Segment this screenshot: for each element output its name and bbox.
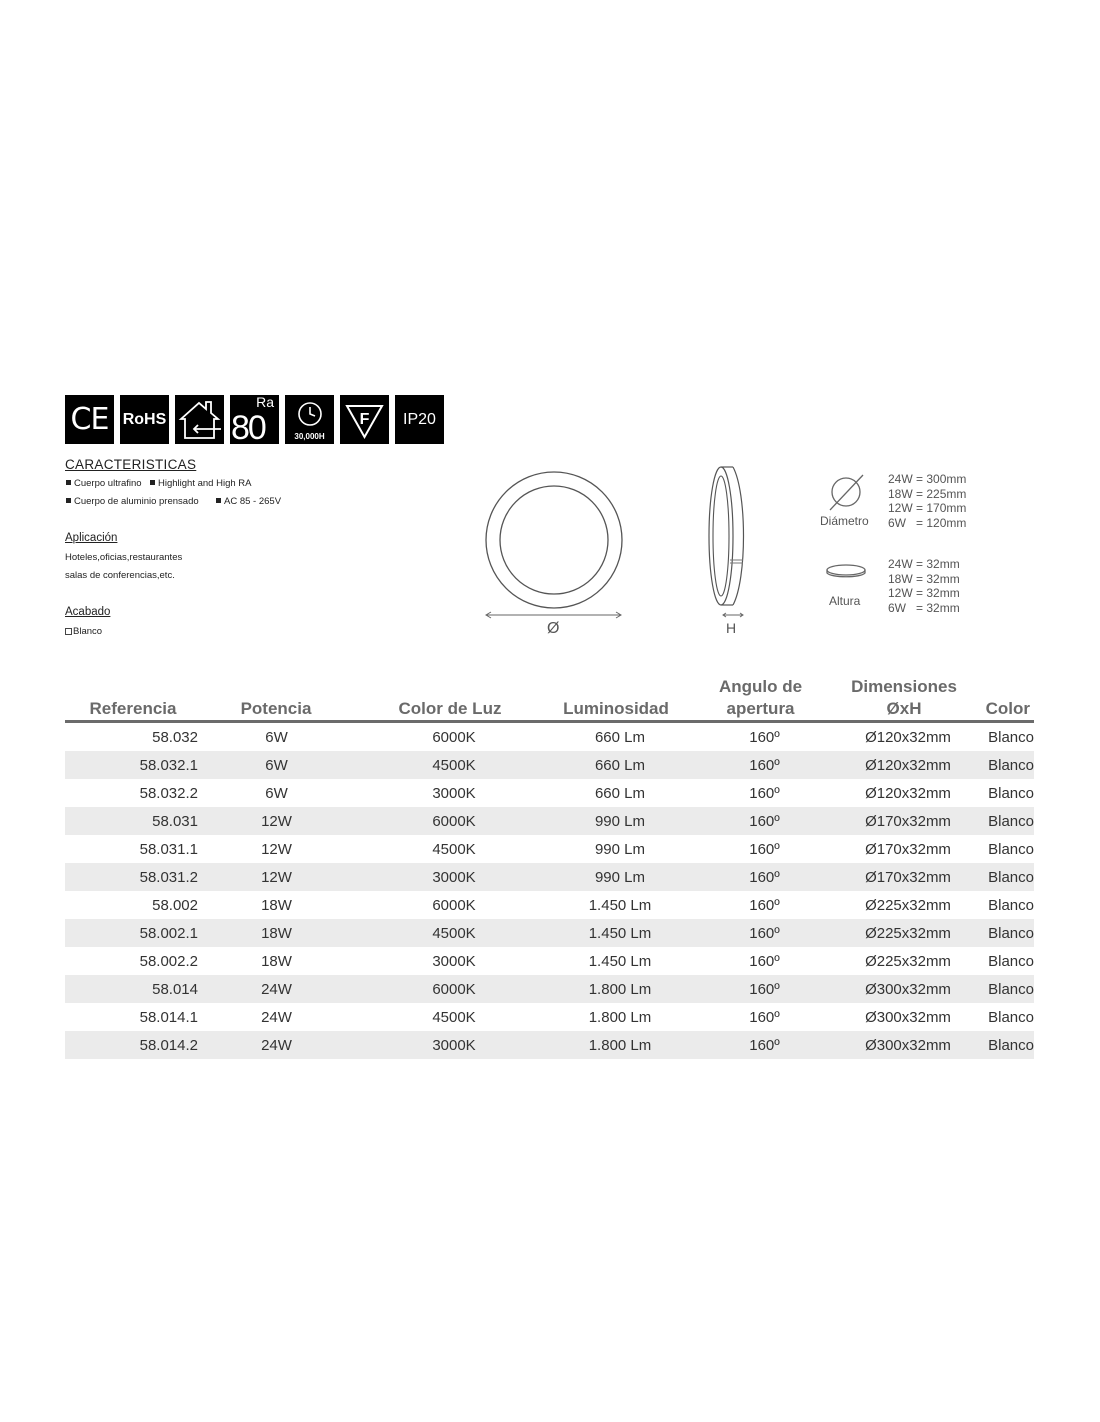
cell-lum: 1.450 Lm bbox=[588, 924, 652, 942]
cell-dim: Ø225x32mm bbox=[865, 952, 951, 970]
cell-ref: 58.031.1 bbox=[139, 840, 198, 858]
cell-lum: 660 Lm bbox=[594, 756, 646, 774]
cell-ref: 58.002.1 bbox=[139, 924, 198, 942]
cell-color: Blanco bbox=[988, 896, 1034, 914]
cell-dim: Ø120x32mm bbox=[865, 784, 951, 802]
lifetime-badge bbox=[285, 395, 334, 444]
cell-ang: 160º bbox=[749, 980, 780, 998]
diametro-label: Diámetro bbox=[820, 514, 869, 528]
table-row bbox=[65, 779, 1034, 807]
cell-color: Blanco bbox=[988, 868, 1034, 886]
table-row bbox=[65, 1003, 1034, 1031]
header-luminosidad: Luminosidad bbox=[563, 699, 669, 718]
table-row bbox=[65, 863, 1034, 891]
table-body bbox=[65, 723, 1034, 1059]
rohs-badge bbox=[120, 395, 169, 444]
cell-ang: 160º bbox=[749, 728, 780, 746]
ra-value: 80 bbox=[231, 409, 265, 447]
cell-color: Blanco bbox=[988, 980, 1034, 998]
cell-color: Blanco bbox=[988, 840, 1034, 858]
cell-color: Blanco bbox=[988, 812, 1034, 830]
header-potencia: Potencia bbox=[240, 699, 312, 718]
cell-color: Blanco bbox=[988, 952, 1034, 970]
table-row bbox=[65, 751, 1034, 779]
cell-lum: 990 Lm bbox=[594, 840, 646, 858]
table-header bbox=[65, 668, 1034, 723]
cell-color: Blanco bbox=[988, 1008, 1034, 1026]
cell-ref: 58.002 bbox=[152, 896, 198, 914]
ce-badge bbox=[65, 395, 114, 444]
aplicacion-title: Aplicación bbox=[65, 532, 118, 544]
altura-label: Altura bbox=[829, 594, 861, 608]
caracteristicas-title: CARACTERISTICAS bbox=[65, 457, 197, 472]
cell-ang: 160º bbox=[749, 840, 780, 858]
cell-ref: 58.014.2 bbox=[139, 1036, 198, 1054]
cell-lum: 660 Lm bbox=[594, 728, 646, 746]
ip-rating-badge bbox=[395, 395, 444, 444]
cell-ref: 58.014.1 bbox=[139, 1008, 198, 1026]
cell-pot: 24W bbox=[261, 1008, 292, 1026]
cell-color: Blanco bbox=[988, 784, 1034, 802]
cell-lum: 1.800 Lm bbox=[588, 1008, 652, 1026]
cell-luz: 4500K bbox=[432, 840, 476, 858]
cell-pot: 24W bbox=[261, 1036, 292, 1054]
cell-color: Blanco bbox=[988, 924, 1034, 942]
cell-ref: 58.014 bbox=[152, 980, 198, 998]
altura-values: 24W = 32mm 18W = 32mm 12W = 32mm 6W = 32mm bbox=[888, 557, 960, 615]
cell-pot: 6W bbox=[265, 728, 288, 746]
table-row bbox=[65, 919, 1034, 947]
f-mark-badge bbox=[340, 395, 389, 444]
cell-ang: 160º bbox=[749, 756, 780, 774]
cell-color: Blanco bbox=[988, 1036, 1034, 1054]
cell-luz: 6000K bbox=[432, 728, 476, 746]
cell-luz: 4500K bbox=[432, 1008, 476, 1026]
cell-ref: 58.031 bbox=[152, 812, 198, 830]
table-row bbox=[65, 835, 1034, 863]
cell-lum: 990 Lm bbox=[594, 812, 646, 830]
cell-pot: 12W bbox=[261, 812, 292, 830]
cell-luz: 3000K bbox=[432, 952, 476, 970]
cell-ang: 160º bbox=[749, 952, 780, 970]
cell-luz: 6000K bbox=[432, 896, 476, 914]
cell-luz: 6000K bbox=[432, 980, 476, 998]
diameter-symbol: Ø bbox=[547, 620, 560, 637]
ip-rating: IP20 bbox=[403, 410, 436, 428]
cell-ref: 58.032.1 bbox=[139, 756, 198, 774]
cell-dim: Ø170x32mm bbox=[865, 840, 951, 858]
table-row bbox=[65, 891, 1034, 919]
cell-pot: 6W bbox=[265, 756, 288, 774]
ra-label: Ra bbox=[256, 394, 274, 410]
feature-item: Cuerpo de aluminio prensado bbox=[66, 496, 199, 507]
cri-badge bbox=[230, 394, 279, 447]
feature-item: Cuerpo ultrafino bbox=[66, 478, 142, 489]
diametro-values: 24W = 300mm 18W = 225mm 12W = 170mm 6W = 120mm bbox=[888, 472, 967, 530]
diameter-icon bbox=[825, 470, 870, 515]
cell-ang: 160º bbox=[749, 784, 780, 802]
cell-ang: 160º bbox=[749, 868, 780, 886]
f-mark: F bbox=[359, 411, 370, 428]
side-view-drawing bbox=[703, 463, 753, 623]
cell-pot: 12W bbox=[261, 868, 292, 886]
cell-pot: 18W bbox=[261, 924, 292, 942]
cell-ref: 58.032 bbox=[152, 728, 198, 746]
height-icon bbox=[825, 562, 870, 582]
cell-ref: 58.002.2 bbox=[139, 952, 198, 970]
aplicacion-line: salas de conferencias,etc. bbox=[65, 570, 175, 581]
cell-color: Blanco bbox=[988, 756, 1034, 774]
ce-mark: CE bbox=[70, 402, 109, 437]
cell-luz: 3000K bbox=[432, 784, 476, 802]
cell-luz: 4500K bbox=[432, 924, 476, 942]
clock-icon bbox=[295, 399, 325, 429]
cell-dim: Ø120x32mm bbox=[865, 756, 951, 774]
cell-pot: 12W bbox=[261, 840, 292, 858]
cell-ref: 58.031.2 bbox=[139, 868, 198, 886]
house-arrow-icon bbox=[175, 395, 224, 444]
acabado-value: Blanco bbox=[65, 626, 102, 637]
table-row bbox=[65, 723, 1034, 751]
cell-lum: 660 Lm bbox=[594, 784, 646, 802]
product-table bbox=[65, 668, 1034, 1059]
cell-lum: 1.450 Lm bbox=[588, 896, 652, 914]
cell-ang: 160º bbox=[749, 924, 780, 942]
cell-lum: 1.800 Lm bbox=[588, 1036, 652, 1054]
rohs-label: RoHS bbox=[122, 410, 167, 428]
header-referencia: Referencia bbox=[89, 699, 177, 718]
front-view-drawing bbox=[480, 463, 630, 643]
cell-color: Blanco bbox=[988, 728, 1034, 746]
cell-pot: 6W bbox=[265, 784, 288, 802]
header-color: Color bbox=[985, 699, 1030, 718]
cell-ref: 58.032.2 bbox=[139, 784, 198, 802]
header-dimensiones: Dimensiones ØxH bbox=[851, 677, 957, 718]
header-angulo: Angulo de apertura bbox=[718, 677, 803, 718]
table-row bbox=[65, 807, 1034, 835]
aplicacion-line: Hoteles,oficias,restaurantes bbox=[65, 552, 183, 563]
cell-ang: 160º bbox=[749, 1008, 780, 1026]
cell-ang: 160º bbox=[749, 1036, 780, 1054]
cell-lum: 1.450 Lm bbox=[588, 952, 652, 970]
certification-badges bbox=[65, 394, 444, 447]
table-row bbox=[65, 947, 1034, 975]
acabado-title: Acabado bbox=[65, 606, 111, 618]
table-row bbox=[65, 1031, 1034, 1059]
cell-pot: 24W bbox=[261, 980, 292, 998]
cell-dim: Ø170x32mm bbox=[865, 868, 951, 886]
cell-lum: 990 Lm bbox=[594, 868, 646, 886]
lifetime-hours: 30,000H bbox=[294, 432, 325, 441]
cell-pot: 18W bbox=[261, 952, 292, 970]
feature-item: AC 85 - 265V bbox=[216, 496, 281, 507]
feature-item: Highlight and High RA bbox=[150, 478, 251, 489]
cell-luz: 3000K bbox=[432, 868, 476, 886]
cell-ang: 160º bbox=[749, 896, 780, 914]
cell-luz: 3000K bbox=[432, 1036, 476, 1054]
height-symbol: H bbox=[726, 620, 737, 636]
header-color-luz: Color de Luz bbox=[398, 699, 502, 718]
cell-dim: Ø300x32mm bbox=[865, 1008, 951, 1026]
cell-luz: 6000K bbox=[432, 812, 476, 830]
cell-luz: 4500K bbox=[432, 756, 476, 774]
cell-dim: Ø225x32mm bbox=[865, 896, 951, 914]
cell-dim: Ø120x32mm bbox=[865, 728, 951, 746]
cell-pot: 18W bbox=[261, 896, 292, 914]
cell-dim: Ø225x32mm bbox=[865, 924, 951, 942]
cell-lum: 1.800 Lm bbox=[588, 980, 652, 998]
cell-dim: Ø300x32mm bbox=[865, 980, 951, 998]
table-row bbox=[65, 975, 1034, 1003]
cell-dim: Ø170x32mm bbox=[865, 812, 951, 830]
cell-dim: Ø300x32mm bbox=[865, 1036, 951, 1054]
cell-ang: 160º bbox=[749, 812, 780, 830]
